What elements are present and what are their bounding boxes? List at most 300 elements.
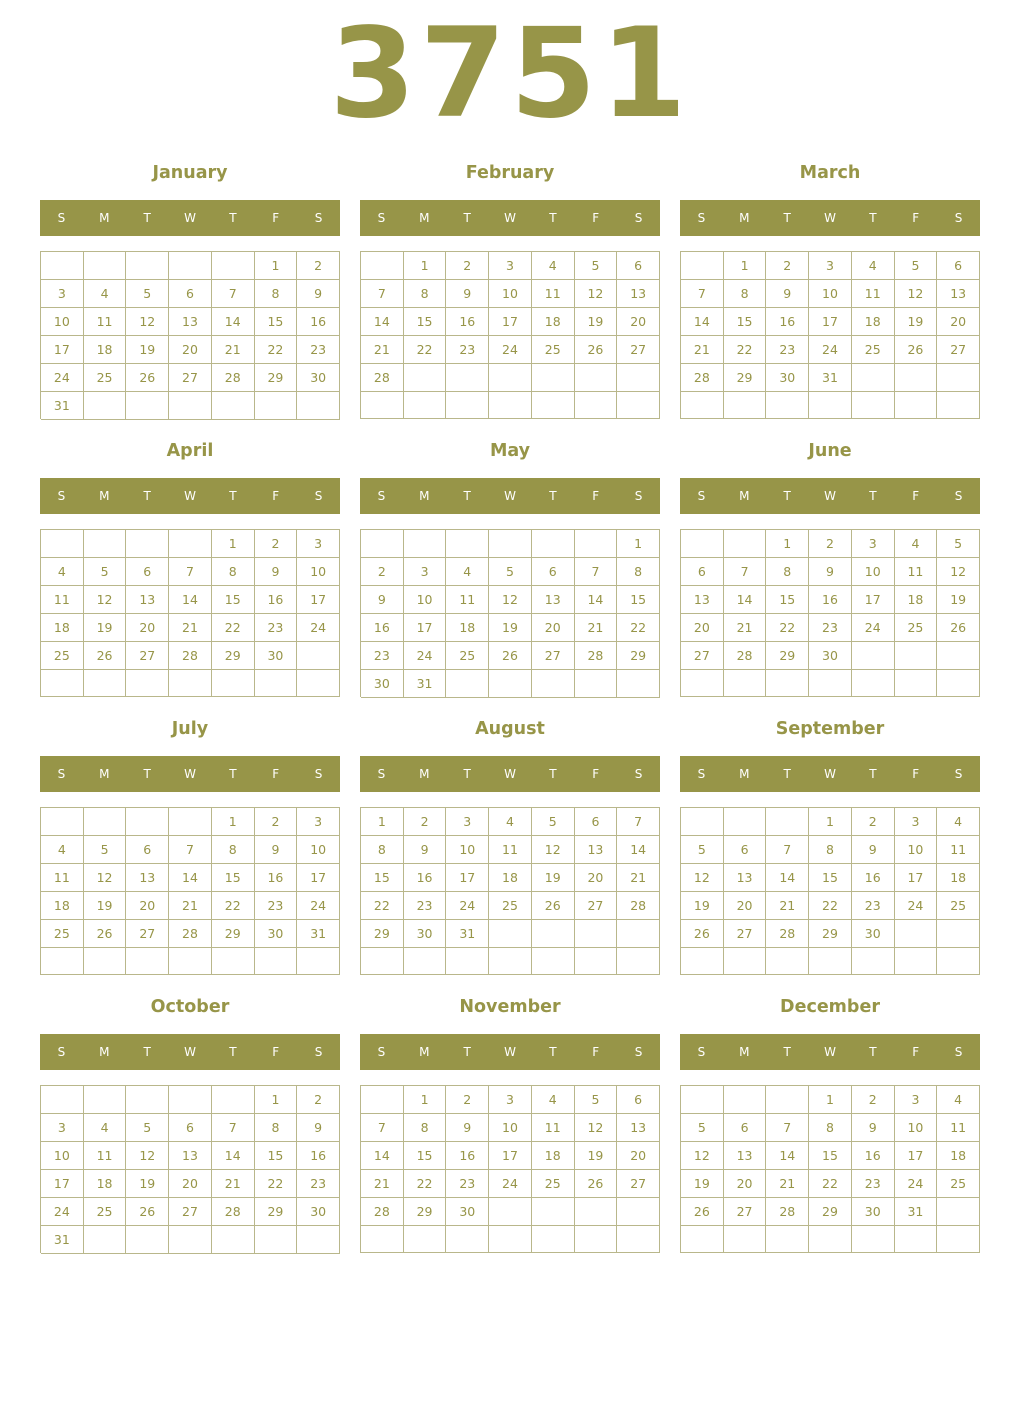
day-cell: 25 [84,1198,127,1226]
day-cell: 9 [361,586,404,614]
empty-day-cell [126,530,169,558]
day-cell: 6 [724,1114,767,1142]
empty-day-cell [489,1226,532,1253]
day-cell: 29 [255,1198,298,1226]
weekday-label: F [272,211,280,225]
day-grid [40,529,340,697]
day-grid [680,807,980,975]
day-cell: 7 [361,280,404,308]
day-cell: 4 [532,1086,575,1114]
day-cell: 18 [937,864,980,892]
empty-day-cell [681,808,724,836]
day-cell: 23 [361,642,404,670]
empty-day-cell [895,920,938,948]
day-cell: 7 [724,558,767,586]
empty-day-cell [724,670,767,697]
day-cell: 21 [766,1170,809,1198]
weekday-label: F [272,1045,280,1059]
weekday-label: S [697,767,706,781]
weekday-label: T [869,767,877,781]
empty-day-cell [297,670,340,697]
day-cell: 9 [446,280,489,308]
day-cell: 22 [617,614,660,642]
day-cell: 3 [41,280,84,308]
empty-day-cell [575,392,618,419]
day-cell: 18 [852,308,895,336]
day-cell: 18 [532,308,575,336]
weekday-label: W [184,767,196,781]
day-cell: 4 [489,808,532,836]
year-title: 3751 [329,2,691,146]
day-cell: 27 [532,642,575,670]
day-cell: 11 [84,1142,127,1170]
month-name: August [475,719,545,739]
day-cell: 23 [852,892,895,920]
empty-day-cell [852,392,895,419]
day-cell: 5 [681,836,724,864]
day-cell: 25 [532,1170,575,1198]
weekday-label: S [634,1045,643,1059]
empty-day-cell [724,808,767,836]
day-cell: 25 [489,892,532,920]
weekday-label: T [869,489,877,503]
weekday-label: W [184,1045,196,1059]
weekday-label: F [912,489,920,503]
empty-day-cell [212,1226,255,1254]
empty-day-cell [212,252,255,280]
day-cell: 31 [446,920,489,948]
day-cell: 9 [809,558,852,586]
day-cell: 26 [681,1198,724,1226]
day-cell: 7 [212,280,255,308]
empty-day-cell [617,670,660,698]
empty-day-cell [852,948,895,975]
day-cell: 21 [212,1170,255,1198]
empty-day-cell [937,364,980,392]
empty-day-cell [617,948,660,975]
empty-day-cell [255,1226,298,1254]
day-cell: 27 [575,892,618,920]
day-cell: 8 [766,558,809,586]
month-name: January [152,163,228,183]
day-cell: 26 [895,336,938,364]
day-cell: 26 [681,920,724,948]
day-cell: 28 [361,1198,404,1226]
weekday-label: S [57,1045,66,1059]
day-cell: 7 [169,558,212,586]
empty-day-cell [361,530,404,558]
day-cell: 29 [809,1198,852,1226]
empty-day-cell [766,1086,809,1114]
weekday-label: S [57,211,66,225]
weekday-label: S [377,489,386,503]
weekday-label: T [549,1045,557,1059]
empty-day-cell [446,1226,489,1253]
empty-day-cell [84,1086,127,1114]
day-cell: 21 [681,336,724,364]
day-cell: 12 [126,308,169,336]
empty-day-cell [575,920,618,948]
day-cell: 4 [41,558,84,586]
day-cell: 8 [809,1114,852,1142]
day-grid [360,807,660,975]
month-name: July [171,719,209,739]
empty-day-cell [681,670,724,697]
day-cell: 5 [532,808,575,836]
day-cell: 20 [169,1170,212,1198]
day-cell: 28 [212,364,255,392]
day-cell: 4 [937,808,980,836]
weekday-label: T [783,211,791,225]
weekday-label: W [504,1045,516,1059]
day-cell: 28 [169,642,212,670]
day-cell: 30 [766,364,809,392]
day-cell: 5 [126,280,169,308]
day-cell: 12 [84,586,127,614]
empty-day-cell [361,1086,404,1114]
empty-day-cell [489,530,532,558]
weekday-label: T [229,1045,237,1059]
empty-day-cell [446,948,489,975]
month-name: September [775,719,885,739]
day-cell: 1 [404,1086,447,1114]
day-cell: 16 [852,1142,895,1170]
empty-day-cell [446,670,489,698]
empty-day-cell [766,948,809,975]
day-cell: 28 [766,920,809,948]
day-cell: 11 [532,280,575,308]
day-cell: 30 [404,920,447,948]
empty-day-cell [617,1226,660,1253]
day-cell: 14 [361,308,404,336]
day-cell: 6 [126,836,169,864]
day-cell: 6 [937,252,980,280]
day-cell: 6 [126,558,169,586]
day-cell: 14 [724,586,767,614]
weekday-label: T [869,1045,877,1059]
day-cell: 25 [852,336,895,364]
weekday-header [40,756,340,792]
day-grid [680,1085,980,1253]
day-cell: 22 [361,892,404,920]
weekday-label: F [592,211,600,225]
empty-day-cell [446,364,489,392]
empty-day-cell [532,392,575,419]
day-cell: 18 [895,586,938,614]
day-cell: 16 [404,864,447,892]
day-cell: 20 [575,864,618,892]
day-cell: 1 [809,808,852,836]
day-cell: 7 [766,836,809,864]
weekday-header [40,200,340,236]
weekday-header [680,756,980,792]
empty-day-cell [575,530,618,558]
day-cell: 7 [617,808,660,836]
day-cell: 6 [681,558,724,586]
day-cell: 18 [532,1142,575,1170]
day-cell: 9 [446,1114,489,1142]
day-cell: 26 [489,642,532,670]
empty-day-cell [575,364,618,392]
day-cell: 1 [404,252,447,280]
day-cell: 23 [766,336,809,364]
empty-day-cell [169,1226,212,1254]
empty-day-cell [617,392,660,419]
day-cell: 5 [895,252,938,280]
day-cell: 4 [937,1086,980,1114]
empty-day-cell [126,1086,169,1114]
weekday-label: S [634,211,643,225]
day-cell: 23 [297,336,340,364]
day-cell: 10 [852,558,895,586]
empty-day-cell [724,392,767,419]
empty-day-cell [532,1198,575,1226]
day-cell: 21 [361,1170,404,1198]
day-cell: 8 [255,280,298,308]
day-cell: 24 [41,1198,84,1226]
weekday-label: T [143,211,151,225]
day-cell: 8 [212,836,255,864]
day-cell: 22 [255,336,298,364]
day-cell: 19 [126,336,169,364]
day-cell: 25 [41,920,84,948]
day-cell: 29 [404,1198,447,1226]
weekday-header [40,478,340,514]
day-cell: 3 [446,808,489,836]
day-cell: 7 [169,836,212,864]
weekday-label: F [272,767,280,781]
day-cell: 10 [895,836,938,864]
day-cell: 3 [489,1086,532,1114]
day-cell: 20 [724,1170,767,1198]
empty-day-cell [724,1086,767,1114]
empty-day-cell [84,808,127,836]
empty-day-cell [681,252,724,280]
day-cell: 29 [766,642,809,670]
day-cell: 2 [446,1086,489,1114]
weekday-label: S [314,767,323,781]
day-cell: 21 [169,614,212,642]
day-cell: 2 [255,530,298,558]
empty-day-cell [617,920,660,948]
weekday-label: F [912,211,920,225]
weekday-label: T [549,211,557,225]
weekday-label: M [739,1045,750,1059]
weekday-label: T [463,489,471,503]
weekday-label: S [634,489,643,503]
weekday-header [40,1034,340,1070]
day-grid [360,529,660,697]
day-cell: 19 [575,308,618,336]
empty-day-cell [809,670,852,697]
day-cell: 31 [41,1226,84,1254]
day-cell: 14 [212,1142,255,1170]
empty-day-cell [852,642,895,670]
day-cell: 5 [575,1086,618,1114]
day-cell: 1 [617,530,660,558]
day-cell: 13 [575,836,618,864]
day-cell: 24 [809,336,852,364]
day-cell: 13 [169,308,212,336]
day-cell: 10 [446,836,489,864]
day-cell: 19 [489,614,532,642]
weekday-label: T [143,1045,151,1059]
day-cell: 18 [41,614,84,642]
day-cell: 3 [404,558,447,586]
day-cell: 19 [126,1170,169,1198]
weekday-label: M [99,489,110,503]
day-cell: 29 [617,642,660,670]
weekday-label: S [954,1045,963,1059]
day-grid [40,1085,340,1253]
empty-day-cell [404,364,447,392]
day-cell: 7 [681,280,724,308]
empty-day-cell [297,642,340,670]
day-cell: 15 [617,586,660,614]
empty-day-cell [809,948,852,975]
day-cell: 4 [895,530,938,558]
day-cell: 17 [297,864,340,892]
day-cell: 20 [937,308,980,336]
day-cell: 26 [575,336,618,364]
day-cell: 3 [809,252,852,280]
day-cell: 8 [255,1114,298,1142]
day-cell: 2 [361,558,404,586]
day-cell: 11 [84,308,127,336]
day-cell: 16 [446,1142,489,1170]
day-cell: 29 [255,364,298,392]
empty-day-cell [255,392,298,420]
day-cell: 19 [937,586,980,614]
day-cell: 6 [169,1114,212,1142]
day-cell: 8 [724,280,767,308]
empty-day-cell [126,392,169,420]
day-cell: 23 [255,892,298,920]
day-cell: 26 [126,1198,169,1226]
day-cell: 27 [724,920,767,948]
day-cell: 9 [255,836,298,864]
empty-day-cell [41,808,84,836]
day-cell: 25 [446,642,489,670]
day-cell: 29 [724,364,767,392]
day-cell: 12 [681,1142,724,1170]
weekday-label: S [954,211,963,225]
day-cell: 11 [895,558,938,586]
weekday-label: T [869,211,877,225]
weekday-label: F [912,767,920,781]
day-cell: 6 [724,836,767,864]
day-cell: 19 [84,892,127,920]
empty-day-cell [766,392,809,419]
day-cell: 5 [126,1114,169,1142]
empty-day-cell [212,392,255,420]
day-cell: 6 [532,558,575,586]
weekday-label: W [824,211,836,225]
day-cell: 1 [361,808,404,836]
day-cell: 3 [895,1086,938,1114]
empty-day-cell [169,948,212,975]
weekday-label: T [229,489,237,503]
day-cell: 21 [617,864,660,892]
day-cell: 25 [532,336,575,364]
day-cell: 11 [489,836,532,864]
day-cell: 14 [575,586,618,614]
day-cell: 8 [212,558,255,586]
day-cell: 17 [41,336,84,364]
day-cell: 9 [404,836,447,864]
empty-day-cell [41,670,84,697]
day-cell: 17 [895,1142,938,1170]
day-cell: 12 [84,864,127,892]
day-cell: 3 [895,808,938,836]
empty-day-cell [575,948,618,975]
day-cell: 18 [84,1170,127,1198]
day-cell: 14 [212,308,255,336]
day-cell: 10 [297,558,340,586]
day-cell: 8 [809,836,852,864]
empty-day-cell [489,670,532,698]
empty-day-cell [681,392,724,419]
empty-day-cell [895,670,938,697]
day-cell: 4 [84,280,127,308]
day-cell: 30 [852,1198,895,1226]
day-cell: 16 [852,864,895,892]
day-cell: 15 [809,1142,852,1170]
day-cell: 31 [809,364,852,392]
empty-day-cell [895,1226,938,1253]
day-cell: 1 [255,1086,298,1114]
weekday-label: T [229,211,237,225]
weekday-label: T [783,489,791,503]
day-cell: 15 [404,308,447,336]
day-cell: 4 [532,252,575,280]
weekday-label: T [783,1045,791,1059]
weekday-label: S [377,1045,386,1059]
day-cell: 30 [297,1198,340,1226]
day-cell: 22 [766,614,809,642]
day-cell: 23 [297,1170,340,1198]
weekday-label: S [57,489,66,503]
day-cell: 25 [937,1170,980,1198]
empty-day-cell [169,530,212,558]
weekday-label: T [463,1045,471,1059]
day-cell: 19 [681,892,724,920]
day-cell: 21 [212,336,255,364]
day-cell: 8 [404,1114,447,1142]
day-cell: 22 [809,892,852,920]
empty-day-cell [297,948,340,975]
weekday-header [360,200,660,236]
day-cell: 7 [766,1114,809,1142]
month-name: October [150,997,230,1017]
day-cell: 30 [255,920,298,948]
day-cell: 13 [126,864,169,892]
weekday-label: M [419,1045,430,1059]
weekday-label: M [739,211,750,225]
weekday-label: S [954,767,963,781]
day-cell: 26 [575,1170,618,1198]
empty-day-cell [575,1198,618,1226]
empty-day-cell [489,392,532,419]
day-cell: 22 [809,1170,852,1198]
day-cell: 6 [575,808,618,836]
day-cell: 21 [169,892,212,920]
empty-day-cell [255,670,298,697]
day-cell: 5 [575,252,618,280]
day-cell: 11 [852,280,895,308]
day-cell: 29 [809,920,852,948]
empty-day-cell [126,1226,169,1254]
